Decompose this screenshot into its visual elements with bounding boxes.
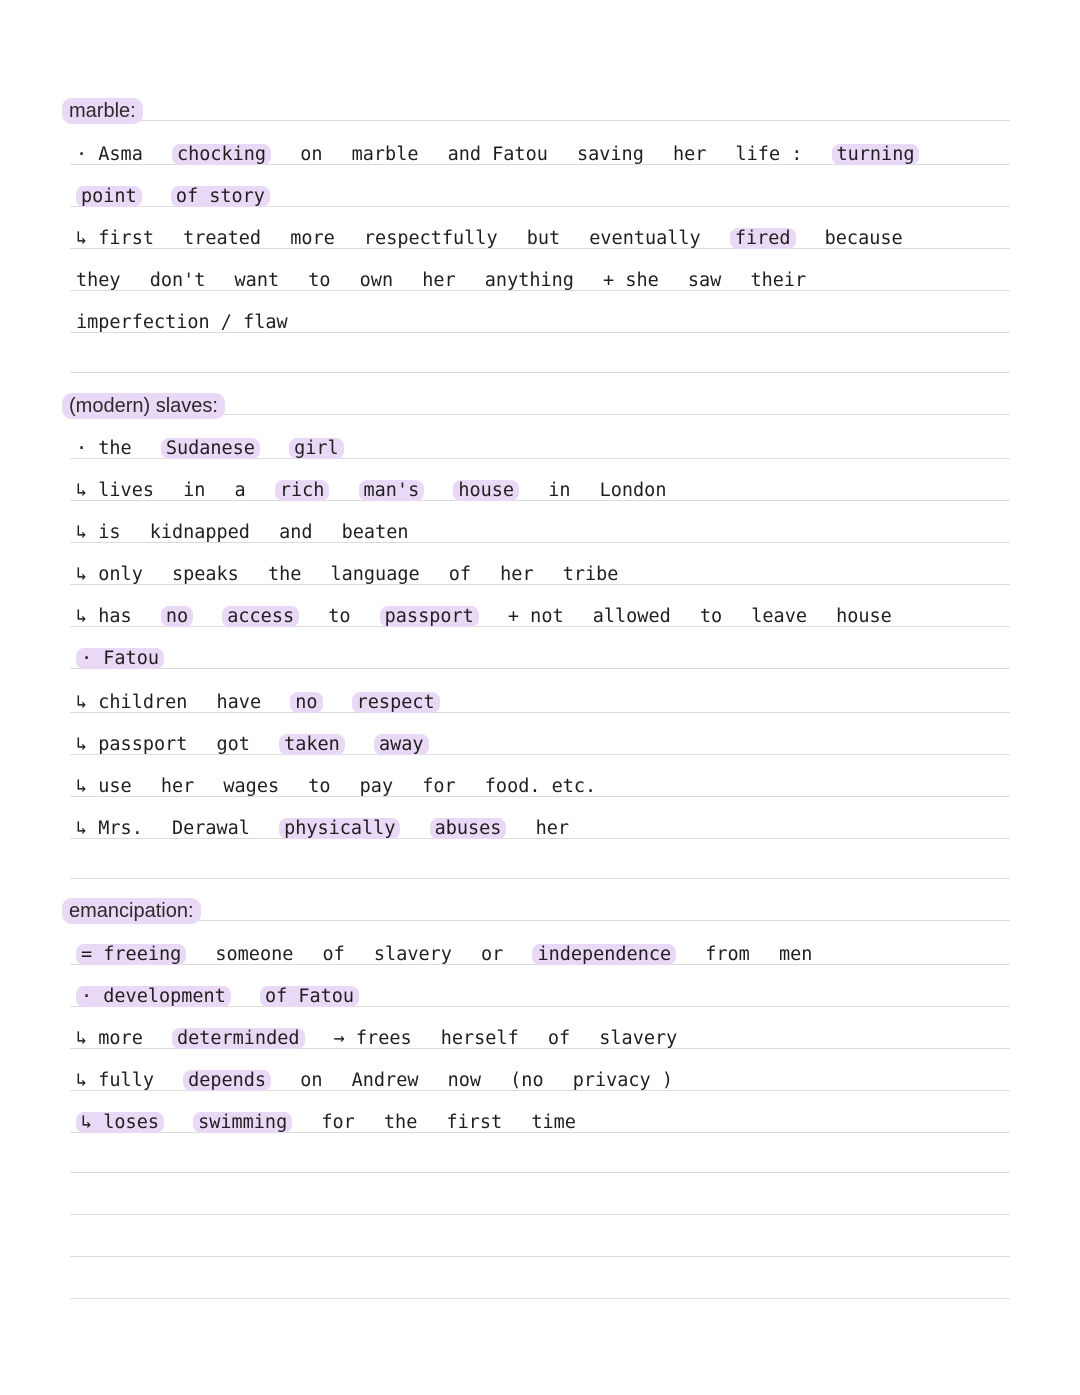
note-word: her (160, 776, 195, 797)
note-word: slavery (373, 944, 452, 965)
note-line (76, 226, 921, 252)
note-line (76, 646, 182, 672)
note-word: ↳ passport (76, 734, 188, 755)
highlighted-word: depends (183, 1070, 271, 1091)
highlighted-word: turning (832, 144, 920, 165)
note-word: tribe (562, 564, 619, 585)
note-word: language (330, 564, 420, 585)
note-word: + not (507, 606, 564, 627)
ruled-line (70, 120, 1010, 121)
note-word: or (481, 944, 504, 965)
note-word: privacy ) (572, 1070, 673, 1091)
note-word: ↳ has (76, 606, 132, 627)
note-line (76, 690, 458, 716)
note-word: of (322, 944, 345, 965)
note-word: · the (76, 438, 132, 459)
note-word: her (672, 144, 707, 165)
note-word: pay (359, 776, 394, 797)
note-word: the (383, 1112, 418, 1133)
note-word: saw (687, 270, 722, 291)
highlighted-word: ↳ loses (76, 1112, 164, 1133)
highlighted-word: of story (171, 186, 270, 207)
highlighted-word: taken (279, 734, 345, 755)
note-word: own (359, 270, 394, 291)
highlighted-word: man's (359, 480, 425, 501)
highlighted-word: point (76, 186, 142, 207)
highlighted-word: no (290, 692, 322, 713)
note-word: on (300, 144, 323, 165)
note-word: for (321, 1112, 355, 1133)
note-word: wages (223, 776, 280, 797)
highlighted-word: girl (289, 438, 344, 459)
note-word: speaks (171, 564, 239, 585)
note-word: on (300, 1070, 323, 1091)
highlighted-word: determinded (172, 1028, 305, 1049)
note-word: to (328, 606, 351, 627)
note-word: time (531, 1112, 576, 1133)
note-word: → frees (333, 1028, 412, 1049)
note-word: because (824, 228, 903, 249)
note-word: Derawal (171, 818, 250, 839)
highlighted-word: passport (380, 606, 479, 627)
note-word: ↳ lives (76, 480, 154, 501)
note-word: ↳ Mrs. (76, 818, 143, 839)
highlighted-word: fired (730, 228, 796, 249)
note-word: in (183, 480, 206, 501)
note-line (76, 1110, 594, 1136)
note-word: from (705, 944, 750, 965)
note-word: got (216, 734, 250, 755)
highlighted-word: no (161, 606, 193, 627)
note-word: don't (149, 270, 206, 291)
note-word: her (500, 564, 534, 585)
note-word: kidnapped (149, 522, 250, 543)
note-line (76, 184, 288, 210)
note-word: to (308, 776, 331, 797)
highlighted-word: of Fatou (260, 986, 359, 1007)
note-line (76, 268, 824, 294)
note-word: leave (751, 606, 807, 627)
highlighted-word: access (222, 606, 299, 627)
note-word: ↳ use (76, 776, 132, 797)
note-word: a (234, 480, 246, 501)
note-word: have (216, 692, 262, 713)
note-word: imperfection / flaw (76, 312, 288, 333)
note-word: but (526, 228, 561, 249)
note-word: the (267, 564, 302, 585)
note-word: slavery (599, 1028, 678, 1049)
note-word: marble (351, 144, 419, 165)
highlighted-word: · development (76, 986, 231, 1007)
note-line (76, 774, 614, 800)
note-word: her (422, 270, 456, 291)
ruled-line (70, 878, 1010, 879)
note-line (76, 732, 447, 758)
highlighted-word: house (453, 480, 519, 501)
note-word: anything (484, 270, 574, 291)
note-word: ↳ fully (76, 1070, 154, 1091)
note-line (76, 562, 636, 588)
note-word: for (422, 776, 456, 797)
note-word: and (279, 522, 313, 543)
note-word: in (548, 480, 571, 501)
note-word: first (446, 1112, 503, 1133)
note-word: more (290, 228, 335, 249)
highlighted-word: physically (279, 818, 400, 839)
highlighted-word: abuses (430, 818, 507, 839)
note-word: saving (577, 144, 644, 165)
note-line (76, 1068, 691, 1094)
note-line (76, 478, 684, 504)
note-word: life : (735, 144, 803, 165)
note-word: want (234, 270, 280, 291)
note-word: of (547, 1028, 571, 1049)
note-word: ↳ only (76, 564, 143, 585)
note-word: beaten (341, 522, 409, 543)
ruled-line (70, 668, 1010, 669)
note-word: of (448, 564, 472, 585)
ruled-line (70, 1172, 1010, 1173)
ruled-line (70, 372, 1010, 373)
note-word: (no (510, 1070, 544, 1091)
note-word: her (535, 818, 569, 839)
note-line (76, 520, 426, 546)
note-line (76, 984, 377, 1010)
ruled-line (70, 920, 1010, 921)
note-word: ↳ children (76, 692, 188, 713)
highlighted-word: = freeing (76, 944, 186, 965)
note-line (76, 604, 910, 630)
ruled-line (70, 1298, 1010, 1299)
note-word: respectfully (363, 228, 498, 249)
highlighted-word: away (374, 734, 429, 755)
note-word: their (750, 270, 807, 291)
note-word: to (308, 270, 331, 291)
note-word: someone (215, 944, 294, 965)
note-line (76, 1026, 695, 1052)
highlighted-word: rich (275, 480, 330, 501)
note-line (76, 142, 937, 168)
note-line (76, 816, 587, 842)
highlighted-word: · Fatou (76, 648, 164, 669)
note-line (76, 942, 830, 968)
note-word: they (76, 270, 121, 291)
ruled-line (70, 1214, 1010, 1215)
note-word: allowed (592, 606, 671, 627)
highlighted-word: chocking (172, 144, 271, 165)
note-word: ↳ is (76, 522, 121, 543)
note-word: food. etc. (484, 776, 597, 797)
note-line (76, 310, 306, 336)
section-heading-emancipation: emancipation: (62, 898, 201, 924)
note-word: house (836, 606, 892, 627)
note-word: herself (440, 1028, 519, 1049)
note-word: + she (603, 270, 659, 291)
ruled-line (70, 1256, 1010, 1257)
note-line (76, 436, 362, 462)
note-word: · Asma (76, 144, 143, 165)
section-heading-marble: marble: (62, 98, 143, 124)
note-word: ↳ first (76, 228, 154, 249)
highlighted-word: respect (352, 692, 440, 713)
highlighted-word: Sudanese (161, 438, 260, 459)
section-heading-slaves: (modern) slaves: (62, 393, 225, 419)
note-word: Andrew (351, 1070, 419, 1091)
note-word: and Fatou (447, 144, 548, 165)
note-word: ↳ more (76, 1028, 143, 1049)
highlighted-word: independence (532, 944, 676, 965)
note-word: to (699, 606, 723, 627)
note-word: treated (183, 228, 262, 249)
highlighted-word: swimming (193, 1112, 292, 1133)
note-word: now (447, 1070, 482, 1091)
note-word: eventually (589, 228, 701, 249)
note-word: men (778, 944, 813, 965)
note-word: London (599, 480, 667, 501)
